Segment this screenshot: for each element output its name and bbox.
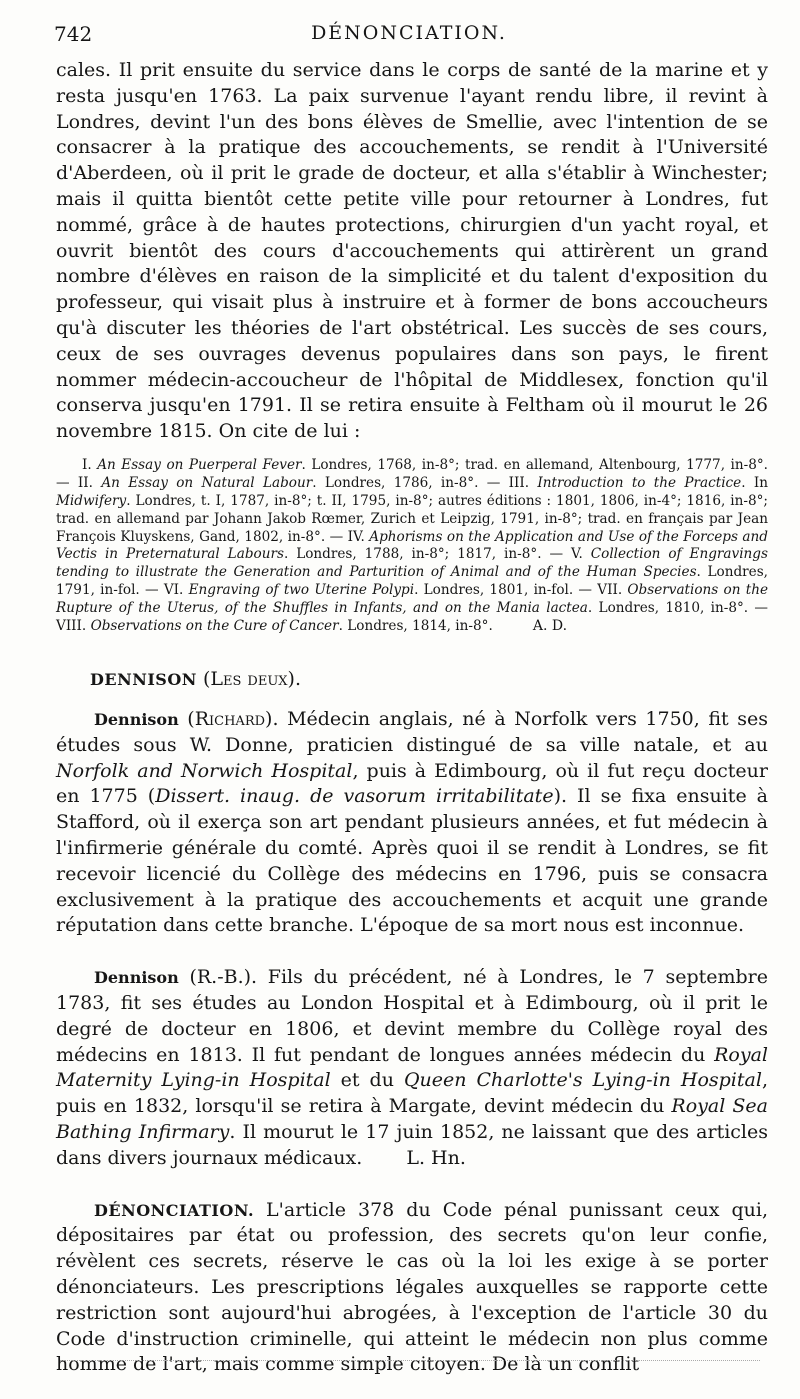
entry-qualifier: (Les deux). xyxy=(202,668,302,691)
author-signature: L. Hn. xyxy=(406,1146,466,1169)
entry-text: . Il mourut le 17 juin 1852, ne laissant que des articles dans divers journaux médicaux. xyxy=(56,1120,768,1169)
given-name: (Richard) xyxy=(187,708,273,731)
bib-title: Observations on the Rupture of the Uterus, of the Shuffles in Infants, and on the Mania lactea xyxy=(56,582,768,617)
entry-text: L'article 378 du Code pénal punissant ceux qui, dépositaires par état ou profession, des secrets qu'on leur confie, révèlent ces secrets, réserve le cas où la loi les exige à se porter dénonciateurs. Les prescriptions légales auxquelles se rapporte cette restriction sont aujourd'hui abrogées, à l'exception de l'article 30 du Code d'instruction criminelle, qui atteint le médecin non plus comme homme de l'art, mais comme simple citoyen. De là un conflit xyxy=(56,1198,768,1376)
intro-paragraph: cales. Il prit ensuite du service dans le corps de santé de la marine et y resta jusqu'en 1763. La paix survenue l'ayant rendu libre, il revint à Londres, devint l'un des bons élèves de Smellie, avec l'intention de se consacrer à la pratique des accouchements, se rendit à l'Université d'Aberdeen, où il prit le grade de docteur, et alla s'établir à Winchester; mais il quitta bientôt cette petite ville pour retourner à Londres, fut nommé, grâce à de hautes protections, chirurgien d'un yacht royal, et ouvrit bientôt des cours d'accouchements qui attirèrent un grand nombre d'élèves en raison de la simplicité et du talent d'exposition du professeur, qui visait plus à instruire et à former de bons accoucheurs qu'à discuter les théories de l'art obstétrical. Les succès de ses cours, ceux de ses ouvrages devenus populaires dans son pays, le firent nommer médecin-accoucheur de l'hôpital de Middlesex, fonction qu'il conserva jusqu'en 1791. Il se retira ensuite à Feltham où il mourut le 26 novembre 1815. On cite de lui : xyxy=(56,59,768,443)
entry-text: . Médecin anglais, né à Norfolk vers 1750, fit ses études sous W. Donne, praticien distingué de sa ville natale, et au xyxy=(56,708,768,756)
page-header xyxy=(54,22,764,54)
bib-title: Observations on the Cure of Cancer xyxy=(90,618,339,635)
entry-headword: DÉNONCIATION. xyxy=(94,1200,255,1220)
given-name: (R.-B.) xyxy=(189,966,252,989)
entry-heading-dennison xyxy=(56,666,768,693)
entry-denonciation xyxy=(56,1198,768,1379)
bib-title: Collection of Engravings tending to illustrate the Generation and Parturition of Animal and of the Human Species xyxy=(56,546,768,581)
entry-dennison-richard xyxy=(56,707,768,939)
page-number: 742 xyxy=(54,22,93,46)
bib-text: . Londres, 1814, in-8°. xyxy=(338,618,493,635)
entry-text: , puis en 1832, lorsqu'il se retira à Margate, devint médecin du xyxy=(56,1069,768,1118)
entry-headword: DENNISON xyxy=(90,670,197,690)
entry-headword: Dennison xyxy=(94,710,179,730)
bib-text: I. xyxy=(82,456,98,473)
institution-name: Royal Sea Bathing Infirmary xyxy=(56,1095,768,1143)
entry-text: ). Il se fixa ensuite à Stafford, où il exerça son art pendant plusieurs années, et fut médecin à l'infirmerie générale du comté. Après quoi il se rendit à Londres, se fit recevoir licencié du Collège des médecins en 1796, puis se consacra exclusivement à la pratique des accouchements et acquit une grande réputation dans cette branche. L'époque de sa mort nous est inconnue. xyxy=(56,785,769,937)
institution-name: Queen Charlotte's Lying-in Hospital xyxy=(403,1069,762,1092)
bib-text: . Londres, 1810, in-8°. — VIII. xyxy=(56,600,768,635)
running-title: DÉNONCIATION. xyxy=(311,22,507,44)
bib-text: . Londres, 1801, in-fol. — VII. xyxy=(414,582,628,599)
dissertation-title: Dissert. inaug. de vasorum irritabilitate xyxy=(155,785,554,808)
entry-text: . Fils du précédent, né à Londres, le 7 septembre 1783, fit ses études au London Hospital et à Edimbourg, où il prit le degré de docteur en 1806, et devint membre du Collège royal des médecins en 1813. Il fut pendant de longues années médecin du xyxy=(56,966,768,1066)
bib-title: An Essay on Natural Labour xyxy=(101,474,313,491)
entry-dennison-rb xyxy=(56,965,768,1171)
bib-text: . Londres, 1768, in-8°; trad. en allemand, Altenbourg, 1777, in-8°. — II. xyxy=(56,456,768,491)
bib-text: . Londres, 1791, in-fol. — VI. xyxy=(56,564,768,599)
institution-name: Royal Maternity Lying-in Hospital xyxy=(56,1043,768,1092)
bibliography-paragraph xyxy=(56,457,768,636)
bib-title: Introduction to the Practice xyxy=(537,474,742,491)
entry-headword: Dennison xyxy=(94,968,179,988)
bib-title: Engraving of two Uterine Polypi xyxy=(188,582,415,599)
bib-title: Aphorisms on the Application and Use of the Forceps and Vectis in Preternatural Labours xyxy=(56,528,768,563)
entry-text: , puis à Edimbourg, où il fut reçu docteur en 1775 ( xyxy=(56,759,768,808)
footer-rule xyxy=(60,1360,760,1361)
page-content xyxy=(56,58,768,1378)
entry-text: et du xyxy=(330,1069,404,1092)
bib-title: An Essay on Puerperal Fever xyxy=(97,456,302,473)
bib-title: Midwifery xyxy=(56,492,127,509)
bib-text: . In xyxy=(741,474,768,491)
bib-text: . Londres, 1788, in-8°; 1817, in-8°. — V. xyxy=(283,546,591,563)
institution-name: Norfolk and Norwich Hospital xyxy=(56,759,353,782)
bib-text: . Londres, t. I, 1787, in-8°; t. II, 1795, in-8°; autres éditions : 1801, 1806, in-4°; 1816, in-8°; trad. en allemand par Johann Jakob Rœmer, Zurich et Leipzig, 1791, in-8°; trad. en français par Jean François Kluyskens, Gand, 1802, in-8°. — IV. xyxy=(56,492,768,545)
author-signature: A. D. xyxy=(532,618,568,635)
bib-text: . Londres, 1786, in-8°. — III. xyxy=(312,474,538,491)
